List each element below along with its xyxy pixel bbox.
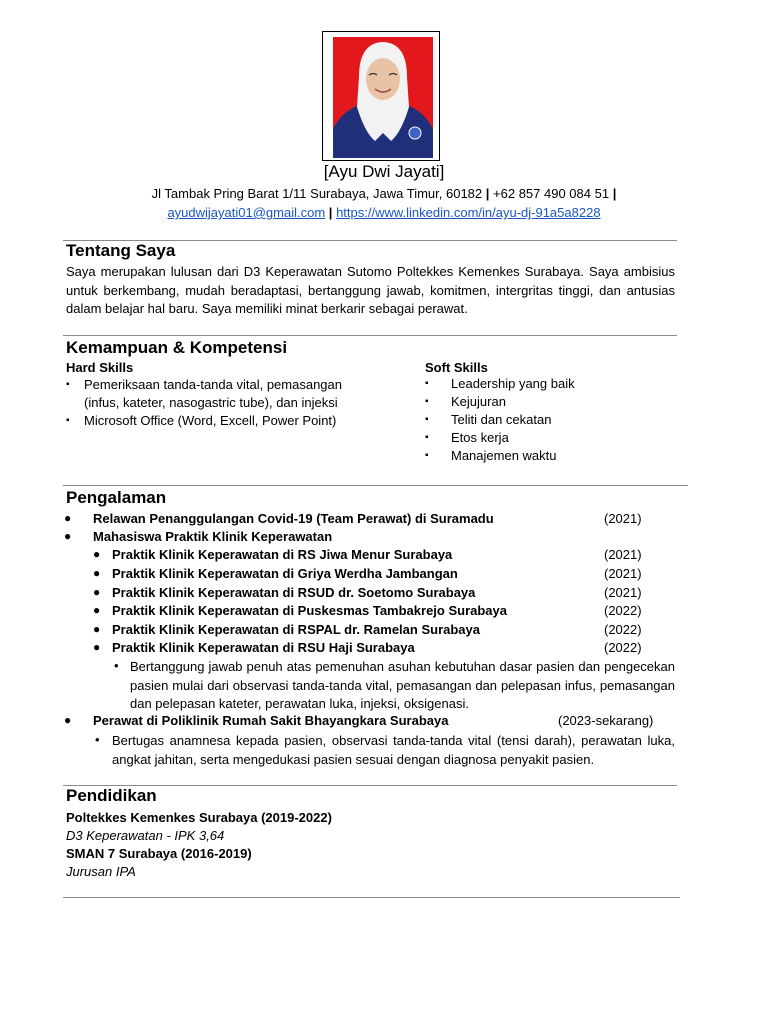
experience-sub-title: Praktik Klinik Keperawatan di Griya Werdha Jambangan xyxy=(112,566,458,581)
soft-skills-title: Soft Skills xyxy=(425,360,488,375)
hard-skill-text: Pemeriksaan tanda-tanda vital, pemasangan (infus, kateter, nasogastric tube), dan injeksi xyxy=(84,377,342,410)
bullet: ▪ xyxy=(66,379,70,390)
experience-year: (2023-sekarang) xyxy=(558,713,654,728)
experience-sub-row xyxy=(0,585,768,604)
experience-year: (2021) xyxy=(604,566,642,581)
education-heading: Pendidikan xyxy=(66,786,157,805)
school-detail: D3 Keperawatan - IPK 3,64 xyxy=(66,828,225,843)
experience-sub-row xyxy=(0,547,768,566)
experience-year: (2021) xyxy=(604,547,642,562)
divider xyxy=(63,335,677,336)
experience-sub-row xyxy=(0,640,768,659)
experience-row xyxy=(0,713,768,732)
bullet: ▪ xyxy=(425,432,429,443)
list-item xyxy=(425,411,675,429)
bullet: ● xyxy=(64,529,72,543)
soft-skill-text: Leadership yang baik xyxy=(451,376,575,391)
list-item xyxy=(425,393,675,411)
candidate-name: [Ayu Dwi Jayati] xyxy=(323,162,445,181)
bullet: ● xyxy=(93,585,101,599)
bullet: • xyxy=(95,732,100,747)
experience-title: Relawan Penanggulangan Covid-19 (Team Perawat) di Suramadu xyxy=(93,511,494,526)
experience-sub-title: Praktik Klinik Keperawatan di Puskesmas Tambakrejo Surabaya xyxy=(112,603,507,618)
experience-sub-title: Praktik Klinik Keperawatan di RSPAL dr. Ramelan Surabaya xyxy=(112,622,480,637)
profile-photo xyxy=(333,37,433,158)
soft-skill-text: Manajemen waktu xyxy=(451,448,557,463)
experience-year: (2021) xyxy=(604,585,642,600)
contact-line xyxy=(0,186,768,201)
bullet: ● xyxy=(93,547,101,561)
school-name: Poltekkes Kemenkes Surabaya (2019-2022) xyxy=(66,810,332,825)
experience-sub-row xyxy=(0,622,768,641)
experience-year: (2021) xyxy=(604,511,642,526)
email-link[interactable]: ayudwijayati01@gmail.com xyxy=(167,205,326,220)
bullet: ● xyxy=(93,640,101,654)
experience-row xyxy=(0,529,768,548)
list-item xyxy=(66,376,366,412)
bullet: ▪ xyxy=(66,415,70,426)
soft-skill-text: Etos kerja xyxy=(451,430,509,445)
bullet: ● xyxy=(64,511,72,525)
bullet: ● xyxy=(93,603,101,617)
school-name: SMAN 7 Surabaya (2016-2019) xyxy=(66,846,252,861)
bullet: • xyxy=(114,658,119,673)
hard-skills-title: Hard Skills xyxy=(66,360,134,375)
experience-title: Mahasiswa Praktik Klinik Keperawatan xyxy=(93,529,333,544)
bullet: ▪ xyxy=(425,450,429,461)
experience-sub-title: Praktik Klinik Keperawatan di RS Jiwa Menur Surabaya xyxy=(112,547,453,562)
experience-year: (2022) xyxy=(604,622,642,637)
bullet: ▪ xyxy=(425,378,429,389)
phone: +62 857 490 084 51 xyxy=(493,186,610,201)
divider xyxy=(63,485,688,486)
hard-skill-text: Microsoft Office (Word, Excell, Power Point) xyxy=(84,413,337,428)
soft-skills xyxy=(425,360,675,465)
experience-heading: Pengalaman xyxy=(66,488,167,507)
about-heading: Tentang Saya xyxy=(66,241,176,260)
bullet: ▪ xyxy=(425,414,429,425)
hard-skills xyxy=(66,360,366,430)
bullet: ● xyxy=(64,713,72,727)
bullet: ● xyxy=(93,566,101,580)
experience-sub-row xyxy=(0,603,768,622)
list-item xyxy=(425,447,675,465)
about-text: Saya merupakan lulusan dari D3 Keperawatan Sutomo Poltekkes Kemenkes Surabaya. Saya ambisius untuk berkembang, mudah beradaptasi, bertanggung jawab, komitmen, intergritas tinggi, dan antusias dalam belajar hal baru. Saya memiliki minat berkarir sebagai perawat. xyxy=(66,264,675,316)
separator: | xyxy=(485,186,490,201)
separator: | xyxy=(612,186,617,201)
divider xyxy=(63,897,680,898)
experience-sub-title: Praktik Klinik Keperawatan di RSU Haji Surabaya xyxy=(112,640,415,655)
school-detail: Jurusan IPA xyxy=(66,864,136,879)
experience-year: (2022) xyxy=(604,640,642,655)
experience-year: (2022) xyxy=(604,603,642,618)
experience-row xyxy=(0,511,768,530)
experience-description: Bertanggung jawab penuh atas pemenuhan asuhan kebutuhan dasar pasien dan pengecekan pasien mulai dari observasi tanda-tanda vital, pemasangan dan pelepasan infus, pemasangan dan pelepasan kateter, perawatan luka, injeksi, oksigenasi. xyxy=(130,659,675,711)
list-item xyxy=(425,429,675,447)
experience-sub-row xyxy=(0,566,768,585)
list-item xyxy=(66,412,366,430)
experience-title: Perawat di Poliklinik Rumah Sakit Bhayangkara Surabaya xyxy=(93,713,449,728)
bullet: ▪ xyxy=(425,396,429,407)
address: Jl Tambak Pring Barat 1/11 Surabaya, Jawa Timur, 60182 xyxy=(151,186,483,201)
bullet: ● xyxy=(93,622,101,636)
soft-skill-text: Kejujuran xyxy=(451,394,506,409)
skills-heading: Kemampuan & Kompetensi xyxy=(66,338,288,357)
list-item xyxy=(425,375,675,393)
soft-skill-text: Teliti dan cekatan xyxy=(451,412,552,427)
separator: | xyxy=(328,205,333,220)
linkedin-link[interactable]: https://www.linkedin.com/in/ayu-dj-91a5a8228 xyxy=(336,205,601,220)
experience-sub-title: Praktik Klinik Keperawatan di RSUD dr. Soetomo Surabaya xyxy=(112,585,476,600)
link-line xyxy=(0,205,768,220)
experience-description: Bertugas anamnesa kepada pasien, observasi tanda-tanda vital (tensi darah), perawatan luka, angkat jahitan, serta mengedukasi pasien sesuai dengan diagnosa penyakit pasien. xyxy=(112,733,675,767)
